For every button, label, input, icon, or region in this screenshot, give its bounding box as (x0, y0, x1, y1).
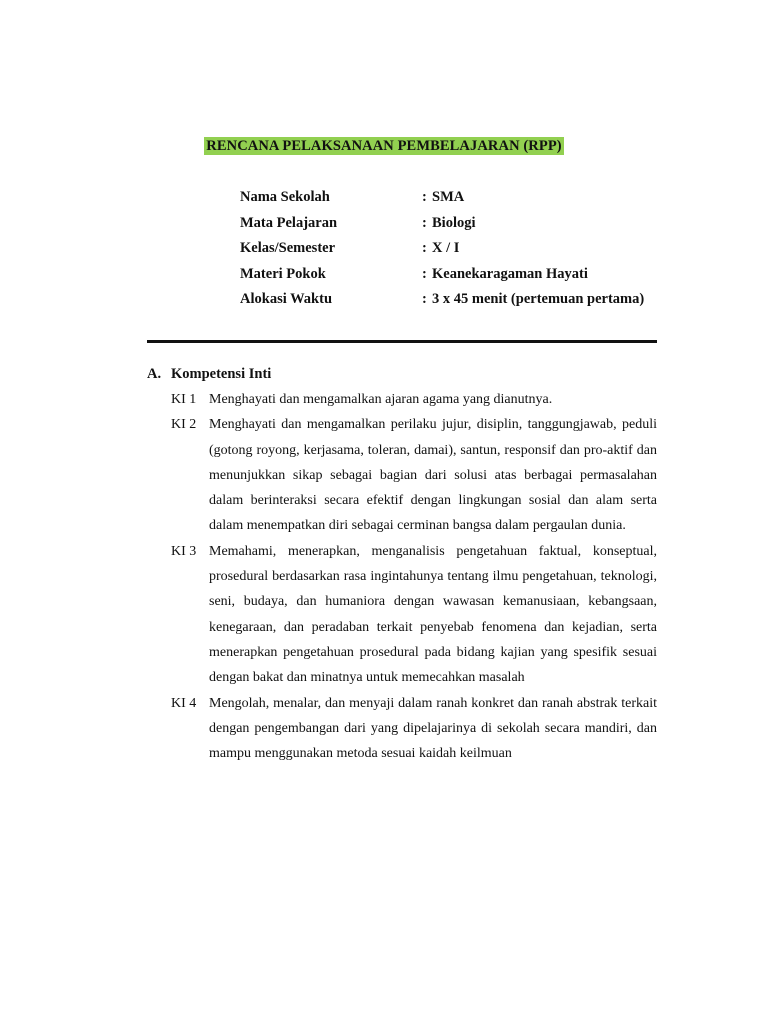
info-separator: : (422, 265, 427, 282)
ki-item (171, 691, 657, 767)
info-value: X / I (432, 240, 460, 256)
info-label: Nama Sekolah (240, 189, 330, 205)
info-label: Kelas/Semester (240, 240, 336, 256)
ki-text: Memahami, menerapkan, menganalisis pengetahuan faktual, konseptual, prosedural berdasarkan rasa ingintahunya tentang ilmu pengetahuan, teknologi, seni, budaya, dan humaniora dengan wawasan kemanusiaan, kebangsaan, kenegaraan, dan peradaban terkait penyebab fenomena dan kejadian, serta menerapkan pengetahuan prosedural pada bidang kajian yang spesifik sesuai dengan bakat dan minatnya untuk memecahkan masalah (209, 543, 657, 686)
ki-label: KI 1 (171, 392, 197, 407)
info-value: 3 x 45 menit (pertemuan pertama) (432, 291, 645, 307)
info-value: SMA (432, 189, 465, 205)
info-row-class (240, 237, 644, 263)
info-separator: : (422, 291, 427, 307)
section-heading (147, 362, 657, 387)
info-row-time (240, 288, 644, 314)
info-label: Mata Pelajaran (240, 214, 338, 231)
ki-label: KI 4 (171, 695, 197, 711)
title-container (0, 137, 768, 155)
ki-text: Menghayati dan mengamalkan perilaku jujur, disiplin, tanggungjawab, peduli (gotong royong, kerjasama, toleran, damai), santun, responsif dan pro-aktif dan menunjukkan sikap sebagai bagian dari solusi atas berbagai permasalahan dalam berinteraksi secara efektif dengan lingkungan sosial dan alam serta dalam menempatkan diri sebagai cerminan bangsa dalam pergaulan dunia. (209, 417, 657, 534)
section-kompetensi-inti (147, 362, 657, 766)
info-table (240, 186, 644, 314)
info-value: Keanekaragaman Hayati (432, 265, 588, 282)
info-separator: : (422, 240, 427, 256)
ki-label: KI 3 (171, 543, 197, 559)
info-row-topic (240, 263, 644, 289)
info-label: Alokasi Waktu (240, 291, 333, 307)
ki-item (171, 412, 657, 538)
section-letter: A. (147, 366, 162, 382)
ki-text: Menghayati dan mengamalkan ajaran agama yang dianutnya. (209, 392, 553, 407)
info-label: Materi Pokok (240, 265, 326, 282)
info-row-subject (240, 212, 644, 238)
document-title: RENCANA PELAKSANAAN PEMBELAJARAN (RPP) (206, 138, 562, 154)
info-separator: : (422, 189, 427, 205)
section-title: Kompetensi Inti (171, 366, 272, 382)
ki-label: KI 2 (171, 417, 197, 433)
info-row-school (240, 186, 644, 212)
horizontal-divider (147, 340, 657, 343)
info-separator: : (422, 214, 427, 231)
ki-item (171, 387, 657, 412)
info-value: Biologi (432, 214, 476, 231)
ki-item (171, 539, 657, 691)
ki-text: Mengolah, menalar, dan menyaji dalam ranah konkret dan ranah abstrak terkait dengan pengembangan dari yang dipelajarinya di sekolah secara mandiri, dan mampu menggunakan metoda sesuai kaidah keilmuan (209, 695, 657, 762)
